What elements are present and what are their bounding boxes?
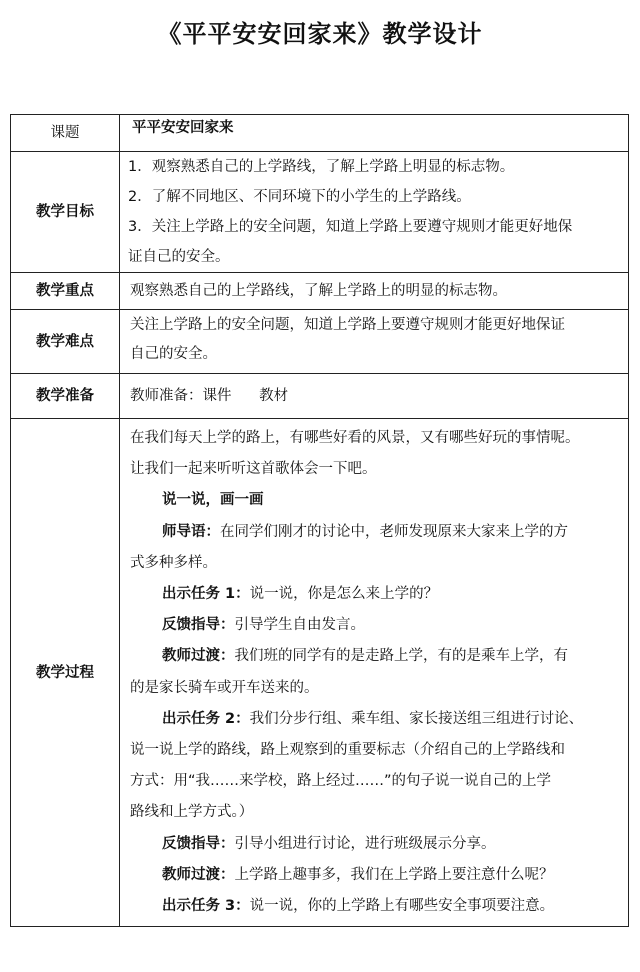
goal-item-2: 2．了解不同地区、不同环境下的小学生的上学路线。 [128,189,471,205]
task2-text-2: 说一说上学的路线，路上观察到的重要标志（介绍自己的上学路线和 [130,742,565,759]
guide-label: 师导语： [162,523,220,540]
task2-label: 出示任务 2： [162,710,250,727]
transition2-text: 上学路上趣事多，我们在上学路上要注意什么呢？ [234,866,554,883]
table-row-process [11,419,629,927]
process-cell [120,419,629,927]
feedback2-paragraph [130,829,618,860]
task1-paragraph [130,579,618,610]
guide-text-2: 式多种多样。 [130,554,217,571]
table-row-goals [11,152,629,273]
difficulty-cell [120,310,629,374]
transition1-text-2: 的是家长骑车或开车送来的。 [130,679,319,696]
goal-item-3-cont: 证自己的安全。 [128,249,230,265]
row-label-goals: 教学目标 [11,152,120,273]
goals-cell [120,152,629,273]
feedback2-label: 反馈指导： [162,835,235,852]
task2-text-3: 方式：用“我……来学校，路上经过……”的句子说一说自己的上学 [130,773,552,790]
process-intro-line-1: 在我们每天上学的路上，有哪些好看的风景，又有哪些好玩的事情呢。 [130,430,580,446]
transition2-label: 教师过渡： [162,866,235,883]
goal-item-3: 3．关注上学路上的安全问题，知道上学路上要遵守规则才能更好地保 [128,219,573,235]
difficulty-line-1: 关注上学路上的安全问题，知道上学路上要遵守规则才能更好地保证 [130,317,565,333]
transition1-paragraph [130,641,618,672]
row-label-difficulty: 教学难点 [11,310,120,374]
task2-paragraph [130,704,618,735]
row-label-preparation: 教学准备 [11,374,120,419]
transition1-text-1: 我们班的同学有的是走路上学，有的是乘车上学，有 [234,648,568,665]
lesson-plan-table [10,114,629,927]
feedback1-paragraph [130,610,618,641]
task1-label: 出示任务 1： [162,586,250,603]
difficulty-line-2: 自己的安全。 [130,346,217,362]
feedback1-text: 引导学生自由发言。 [234,617,365,634]
row-label-key-points: 教学重点 [11,273,120,310]
task1-text: 说一说，你是怎么来上学的？ [249,586,439,603]
task2-text-1: 我们分步行组、乘车组、家长接送组三组进行讨论、 [249,710,584,727]
feedback2-text: 引导小组进行讨论，进行班级展示分享。 [234,835,496,852]
table-row-key-points [11,273,629,310]
table-row-difficulty [11,310,629,374]
table-row-topic [11,115,629,152]
task3-text: 说一说，你的上学路上有哪些安全事项要注意。 [249,898,555,915]
document-title: 《平平安安回家来》教学设计 [157,20,483,48]
goal-item-1: 1．观察熟悉自己的上学路线，了解上学路上明显的标志物。 [128,159,515,175]
table-row-preparation [11,374,629,419]
preparation-value: 教师准备：课件 教材 [120,374,629,419]
row-label-process: 教学过程 [11,419,120,927]
task3-label: 出示任务 3： [162,898,250,915]
transition2-paragraph [130,860,618,891]
feedback1-label: 反馈指导： [162,617,235,634]
process-heading: 说一说，画一画 [162,492,264,509]
task2-text-4: 路线和上学方式。） [130,804,254,821]
row-label-topic: 课题 [11,115,120,152]
process-intro-line-2: 让我们一起来听听这首歌体会一下吧。 [130,461,377,478]
topic-value: 平平安安回家来 [120,115,629,152]
guide-paragraph [130,517,618,548]
key-points-value: 观察熟悉自己的上学路线，了解上学路上的明显的标志物。 [120,273,629,310]
transition1-label: 教师过渡： [162,648,235,665]
guide-text-1: 在同学们刚才的讨论中，老师发现原来大家来上学的方 [220,523,568,540]
task3-paragraph [130,891,618,922]
